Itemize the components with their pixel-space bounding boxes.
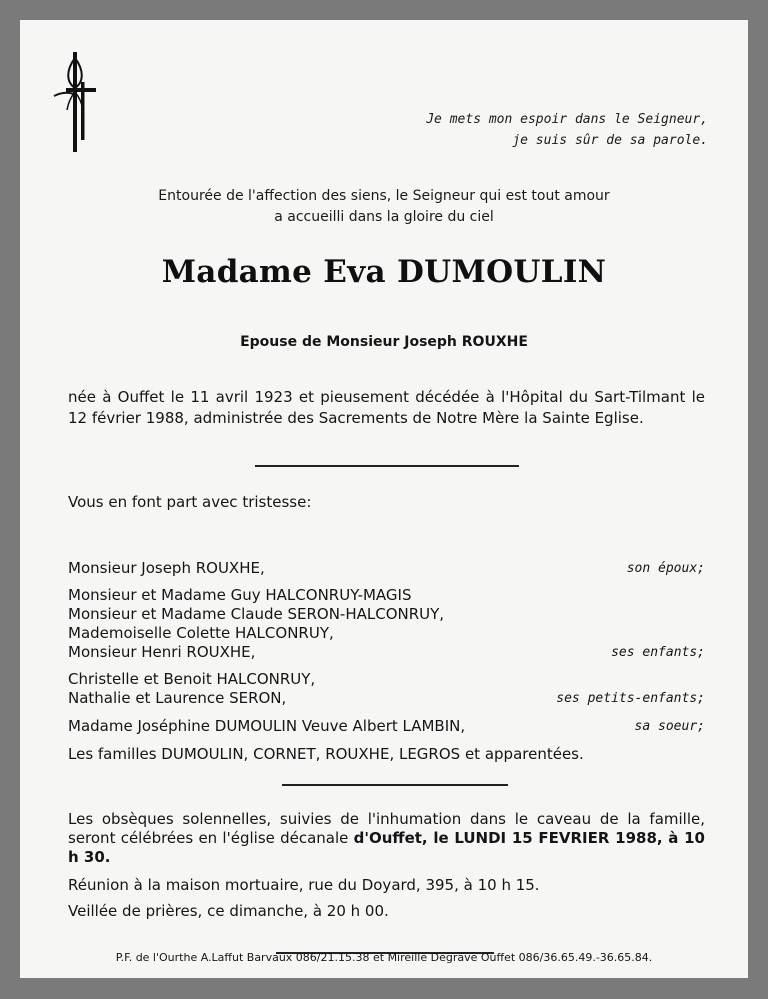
memorial-card <box>20 20 748 978</box>
relation-label: ses enfants; <box>611 645 705 660</box>
family-member: Les familles DUMOULIN, CORNET, ROUXHE, LEGROS et apparentées. <box>68 745 584 763</box>
family-group-families <box>68 745 705 764</box>
relation-label: sa soeur; <box>634 719 705 734</box>
bible-verse <box>426 109 708 151</box>
divider <box>282 784 508 786</box>
vigil-line: Veillée de prières, ce dimanche, à 20 h 00. <box>68 902 389 920</box>
funeral-home-footer: P.F. de l'Ourthe A.Laffut Barvaux 086/21.15.38 et Mireille Degrave Ouffet 086/36.65.49.-36.65.84. <box>115 951 653 964</box>
funeral-paragraph <box>68 810 705 867</box>
funeral-date: d'Ouffet, le LUNDI 15 FEVRIER 1988, à 10 h 30. <box>68 829 705 866</box>
intro-text <box>20 186 748 228</box>
spouse-line: Epouse de Monsieur Joseph ROUXHE <box>240 334 528 350</box>
family-member: Christelle et Benoit HALCONRUY, <box>68 670 316 688</box>
verse-line-1: Je mets mon espoir dans le Seigneur, <box>426 112 708 127</box>
family-member: Monsieur Joseph ROUXHE, <box>68 559 265 577</box>
family-group-grandchildren <box>68 670 705 708</box>
divider <box>255 465 519 467</box>
family-line <box>68 689 705 708</box>
family-line <box>68 586 705 605</box>
family-member: Madame Joséphine DUMOULIN Veuve Albert LAMBIN, <box>68 717 466 735</box>
family-line <box>68 745 705 764</box>
cross-icon <box>52 52 100 152</box>
family-member: Mademoiselle Colette HALCONRUY, <box>68 624 334 642</box>
family-group-spouse <box>68 559 705 578</box>
family-member: Monsieur Henri ROUXHE, <box>68 643 256 661</box>
family-member: Nathalie et Laurence SERON, <box>68 689 287 707</box>
announcement-line: Vous en font part avec tristesse: <box>68 493 312 511</box>
family-group-sister <box>68 717 705 736</box>
relation-label: son époux; <box>626 561 705 576</box>
family-member: Monsieur et Madame Claude SERON-HALCONRUY, <box>68 605 445 623</box>
family-line <box>68 717 705 736</box>
family-member: Monsieur et Madame Guy HALCONRUY-MAGIS <box>68 586 412 604</box>
family-line <box>68 605 705 624</box>
family-line <box>68 559 705 578</box>
family-group-children <box>68 586 705 662</box>
deceased-name: Madame Eva DUMOULIN <box>161 254 607 290</box>
family-line <box>68 670 705 689</box>
family-line <box>68 624 705 643</box>
verse-line-2: je suis sûr de sa parole. <box>512 133 708 148</box>
funeral-text: Les obsèques solennelles, suivies de l'inhumation dans le caveau de la famille, seront célébrées en l'église décanale <box>68 810 705 847</box>
relation-label: ses petits-enfants; <box>556 691 705 706</box>
family-line <box>68 643 705 662</box>
reunion-line: Réunion à la maison mortuaire, rue du Doyard, 395, à 10 h 15. <box>68 876 540 894</box>
birth-death-paragraph: née à Ouffet le 11 avril 1923 et pieusement décédée à l'Hôpital du Sart-Tilmant le 12 février 1988, administrée des Sacrements de Notre Mère la Sainte Eglise. <box>68 388 705 427</box>
intro-line-1: Entourée de l'affection des siens, le Seigneur qui est tout amour <box>158 188 610 204</box>
intro-line-2: a accueilli dans la gloire du ciel <box>274 209 494 225</box>
